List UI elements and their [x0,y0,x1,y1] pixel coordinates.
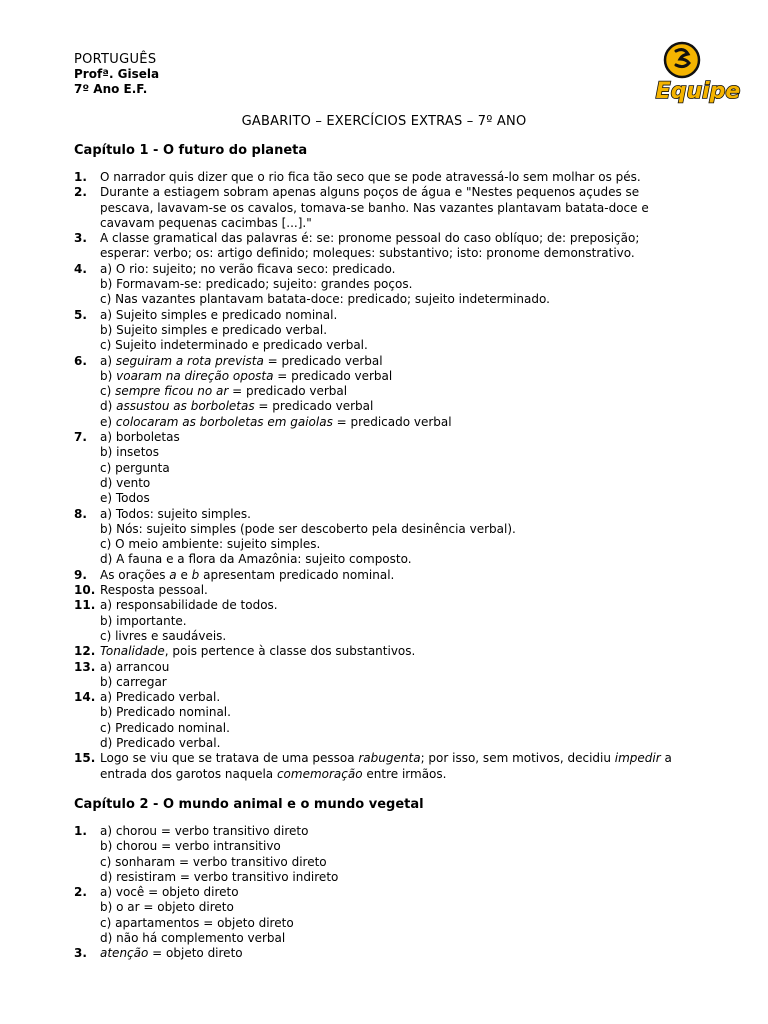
answer-item: c) O meio ambiente: sujeito simples. [100,537,321,552]
answer-item: b) Formavam-se: predicado; sujeito: grandes poços. [100,277,413,292]
answer-item: e) Todos [100,491,150,506]
answer-4 [74,262,674,308]
answer-item: c) Sujeito indeterminado e predicado verbal. [100,338,368,353]
answer-2 [74,885,674,946]
answer-number: 9. [74,567,87,582]
answer-number: 11. [74,598,96,613]
answer-item: b) Nós: sujeito simples (pode ser descoberto pela desinência verbal). [100,521,516,536]
answer-1 [74,824,674,885]
answer-number: 14. [74,690,96,705]
chapter-2-answers [74,824,674,962]
answer-item: a) chorou = verbo transitivo direto [100,824,309,838]
answer-item: c) Predicado nominal. [100,720,230,735]
answer-item: b) Predicado nominal. [100,705,231,720]
answer-item: a) Todos: sujeito simples. [100,506,251,521]
subject-label: PORTUGUÊS [74,52,157,67]
answer-text: A classe gramatical das palavras é: se: pronome pessoal do caso oblíquo; de: preposição; esperar: verbo; os: artigo definido; moleques: substantivo; isto: pronome demonstrativo. [100,231,640,261]
answer-3 [74,946,674,961]
answer-item: a) arrancou [100,659,170,674]
answer-3 [74,231,674,262]
answer-13 [74,660,674,691]
answer-9 [74,568,674,583]
answer-number: 2. [74,185,87,200]
answer-8 [74,507,674,568]
answer-number: 5. [74,307,87,322]
answer-number: 7. [74,430,87,445]
answer-2 [74,185,674,231]
answer-text: O narrador quis dizer que o rio fica tão seco que se pode atravessá-lo sem molhar os pés. [100,170,641,184]
answer-number: 4. [74,261,87,276]
logo-text: Equipe [655,79,741,104]
answer-text: Durante a estiagem sobram apenas alguns poços de água e "Nestes pequenos açudes se pescava, lavavam-se os cavalos, tomava-se banho. Nas vazantes plantavam batata-doce e cavavam pequenas cacimbas [...]." [100,185,649,230]
answer-1 [74,170,674,185]
answer-item: b) o ar = objeto direto [100,900,234,915]
answer-12 [74,644,674,659]
answer-number: 2. [74,885,87,900]
answer-number: 1. [74,824,87,838]
answer-item: a) seguiram a rota prevista = predicado verbal [100,353,383,368]
answer-item: d) resistiram = verbo transitivo indireto [100,869,339,884]
answer-item: d) Predicado verbal. [100,735,221,750]
answer-item: c) sempre ficou no ar = predicado verbal [100,384,348,399]
answer-number: 13. [74,659,96,674]
answer-item: d) A fauna e a flora da Amazônia: sujeito composto. [100,552,412,567]
answer-item: b) insetos [100,445,159,460]
answer-item: a) borboletas [100,430,180,445]
teacher-label: Profª. Gisela [74,67,160,81]
answer-item: e) colocaram as borboletas em gaiolas = predicado verbal [100,414,452,429]
equipe-logo [638,38,758,110]
answer-item: b) chorou = verbo intransitivo [100,839,281,854]
answer-7 [74,430,674,506]
answer-item: c) pergunta [100,460,170,475]
answer-item: b) voaram na direção oposta = predicado verbal [100,368,393,383]
answer-6 [74,354,674,430]
answer-10 [74,583,674,598]
answer-item: a) você = objeto direto [100,885,239,900]
answer-item: a) O rio: sujeito; no verão ficava seco: predicado. [100,261,396,276]
answer-number: 12. [74,644,96,659]
answer-item: d) vento [100,475,151,490]
answer-item: c) apartamentos = objeto direto [100,915,294,930]
chapter-1-heading: Capítulo 1 - O futuro do planeta [74,143,308,158]
answer-item: a) responsabilidade de todos. [100,598,278,613]
answer-number: 15. [74,751,96,766]
answer-item: c) sonharam = verbo transitivo direto [100,854,327,869]
answer-item: d) não há complemento verbal [100,931,286,946]
answer-text: atenção = objeto direto [100,946,243,961]
answer-item: d) assustou as borboletas = predicado verbal [100,399,374,414]
answer-number: 10. [74,583,96,598]
answer-text: Logo se viu que se tratava de uma pessoa rabugenta; por isso, sem motivos, decidiu impedir a entrada dos garotos naquela comemoração entre irmãos. [100,751,672,781]
answer-text: Resposta pessoal. [100,583,208,598]
grade-label: 7º Ano E.F. [74,82,148,96]
answer-number: 3. [74,231,87,246]
answer-5 [74,308,674,354]
chapter-1-answers [74,170,674,782]
answer-15 [74,751,674,782]
document-header [74,52,159,97]
answer-text: Tonalidade, pois pertence à classe dos substantivos. [100,644,416,659]
answer-number: 8. [74,506,87,521]
answer-item: c) Nas vazantes plantavam batata-doce: predicado; sujeito indeterminado. [100,292,550,307]
page-title: GABARITO – EXERCÍCIOS EXTRAS – 7º ANO [241,114,527,129]
answer-item: a) Sujeito simples e predicado nominal. [100,307,338,322]
answer-item: b) Sujeito simples e predicado verbal. [100,322,328,337]
answer-number: 1. [74,170,87,184]
answer-number: 6. [74,353,87,368]
answer-11 [74,598,674,644]
answer-item: c) livres e saudáveis. [100,628,227,643]
answer-item: b) importante. [100,613,187,628]
answer-item: b) carregar [100,674,167,689]
chapter-2-heading: Capítulo 2 - O mundo animal e o mundo vegetal [74,797,424,812]
answer-text: As orações a e b apresentam predicado nominal. [100,567,395,582]
answer-14 [74,690,674,751]
answer-number: 3. [74,946,87,961]
answer-item: a) Predicado verbal. [100,690,221,705]
